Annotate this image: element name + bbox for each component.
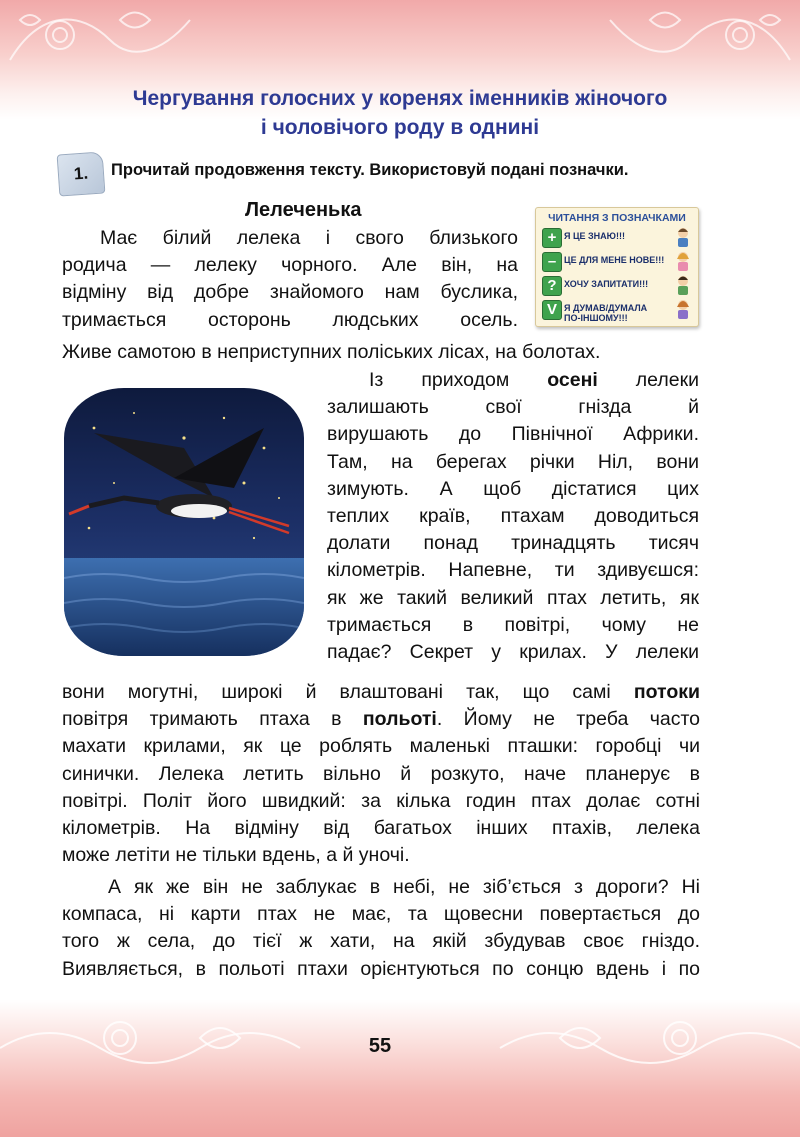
paragraph-2-column: Із приходом осені лелеки залишають свої гнізда й вирушають до Північної Африки. Там, на берегах річки Ніл, вони зимують. А щоб дістатися цих теплих країв, птахам доводиться долати понад тринадцять тисяч кілометрів. Напевне, ти здивуєшся: як же такий великий птах летить, як тримається в повітрі, чому не падає? Секрет у крилах. У лелеки xyxy=(327,369,699,664)
legend-label: Я ДУМАВ/ДУМАЛА ПО-ІНШОМУ!!! xyxy=(564,303,648,323)
lesson-heading-line2: і чоловічого роду в однині xyxy=(260,116,540,139)
highlighted-word: потоки xyxy=(633,681,700,703)
paragraph-1: Має білий лелека і свого близького родича — лелеку чорного. Але він, на відміну від добре знайомого нам буслика, тримається осторонь людських осель. xyxy=(62,227,518,331)
paragraph-3: А як же він не заблукає в небі, не зіб’ється з дороги? Ні компаса, ні карти птах не має, та щовесни повертається до того ж села, до тієї ж хати, на якій збудував своє гніздо. Виявляється, в польоті птахи орієнтуються по сонцю вдень і по xyxy=(62,876,700,980)
boy-avatar-icon xyxy=(674,226,692,248)
legend-item-new xyxy=(542,252,692,274)
paragraph-1-last-line: Живе самотою в неприступних поліських лісах, на болотах. xyxy=(62,341,601,363)
lesson-heading xyxy=(40,84,760,142)
minus-icon: – xyxy=(542,252,562,272)
highlighted-word: осені xyxy=(547,369,598,391)
legend-label: ХОЧУ ЗАПИТАТИ!!! xyxy=(564,279,649,289)
legend-item-know xyxy=(542,228,692,250)
task-number-badge: 1. xyxy=(57,151,106,196)
girl-avatar-icon xyxy=(674,250,692,272)
black-stork-illustration xyxy=(64,388,304,656)
highlighted-word: польоті xyxy=(362,708,437,731)
lesson-heading-line1: Чергування голосних у коренях іменників жіночого xyxy=(132,87,668,110)
girl-avatar-icon xyxy=(674,298,692,320)
checkmark-icon: V xyxy=(542,300,562,320)
plus-icon: + xyxy=(542,228,562,248)
top-right-floral-ornament xyxy=(600,0,800,80)
legend-label: ЦЕ ДЛЯ МЕНЕ НОВЕ!!! xyxy=(564,255,665,265)
legend-label: Я ЦЕ ЗНАЮ!!! xyxy=(564,231,625,241)
story-title: Лелеченька xyxy=(245,199,362,221)
reading-marks-legend xyxy=(535,207,699,327)
legend-title: ЧИТАННЯ З ПОЗНАЧКАМИ xyxy=(548,212,686,224)
legend-item-question xyxy=(542,276,692,298)
question-icon: ? xyxy=(542,276,562,296)
legend-item-differ xyxy=(542,300,692,322)
top-left-floral-ornament xyxy=(0,0,200,80)
task-instruction: Прочитай продовження тексту. Використовуй подані позначки. xyxy=(111,161,629,179)
page-number: 55 xyxy=(368,1035,392,1057)
boy-avatar-icon xyxy=(674,274,692,296)
paragraph-2-full: вони могутні, широкі й влаштовані так, що самі потоки повітря тримають птаха в польоті. Йому не треба часто махати крилами, як це роблять маленькі пташки: горобці чи синички. Лелека летить вільно й розкуто, наче планерує в повітрі. Політ його швидкий: за кілька годин птах долає сотні кілометрів. На відміну від багатьох інших птахів, лелека може летіти не тільки вдень, а й уночі. xyxy=(62,681,700,867)
